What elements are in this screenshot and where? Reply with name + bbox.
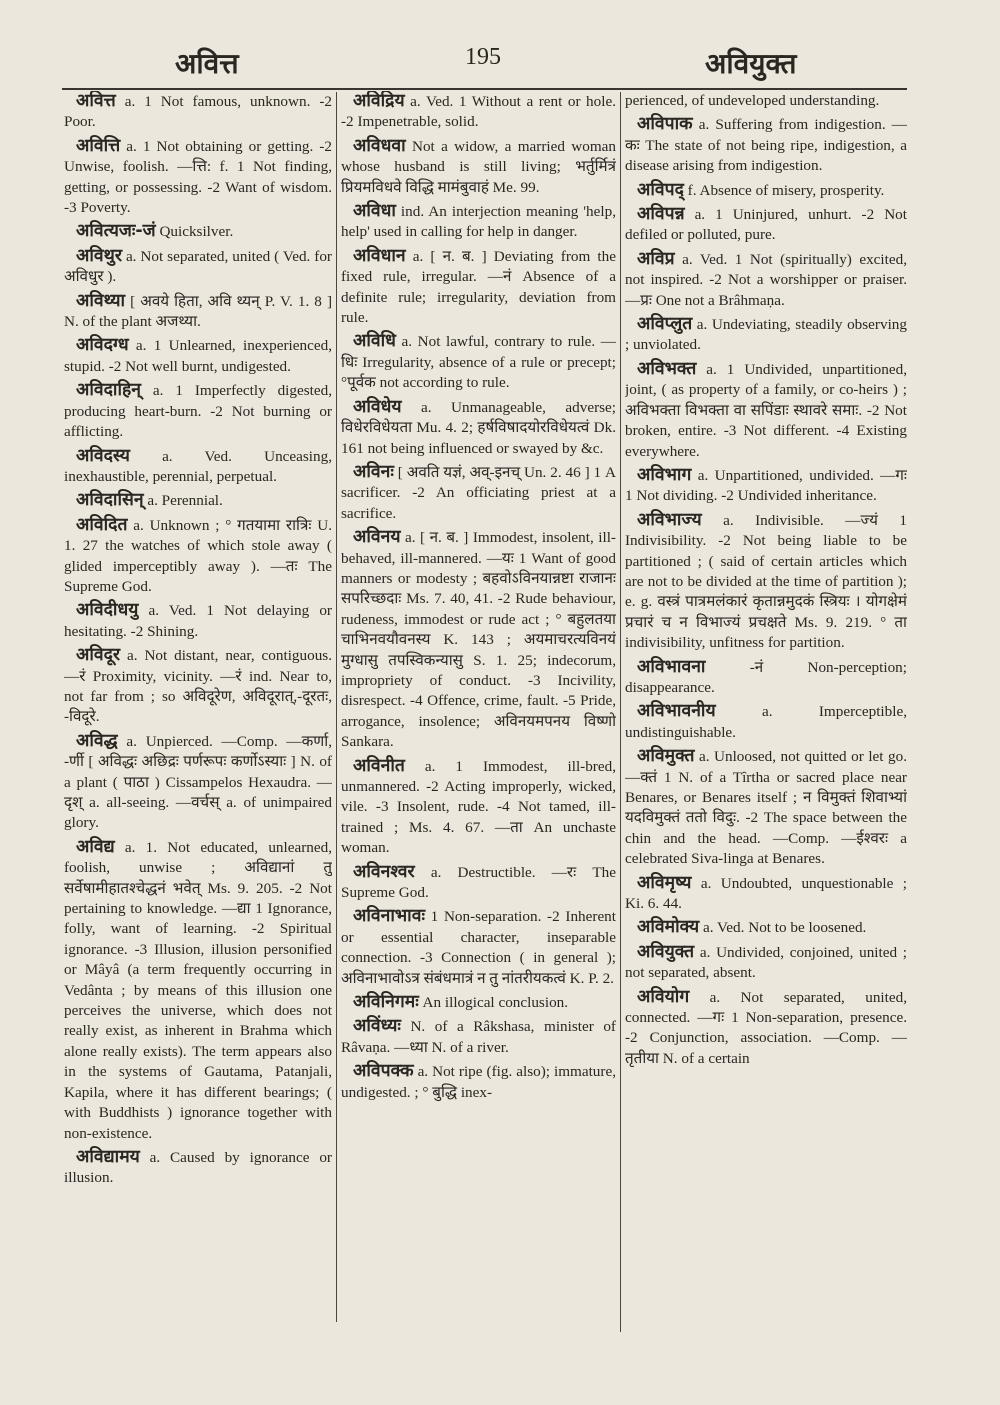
- entry-headword: अविद्ध: [76, 730, 118, 751]
- entry-headword: अविदित: [76, 514, 128, 535]
- dictionary-entry: [341, 331, 616, 393]
- entry-headword: अविपाक: [637, 114, 693, 135]
- entry-definition: 1 Non-separation. -2 Inherent or essential character, inseparable connection. -3 Connection ( in general ); अविनाभावोऽत्र संबंधमात्रं न तु नांतरीयकत्वं K. P. 2.: [341, 908, 616, 987]
- entry-definition: a. Destructible. —रः The Supreme God.: [341, 863, 616, 902]
- dictionary-entry: [341, 246, 616, 329]
- dictionary-entry: [625, 987, 907, 1070]
- entry-definition: An illogical conclusion.: [418, 994, 569, 1012]
- dictionary-entry: [625, 657, 907, 699]
- dictionary-entry: [64, 446, 332, 488]
- dictionary-entry: [64, 291, 332, 333]
- dictionary-entry: [625, 942, 907, 984]
- dictionary-entry: [64, 490, 332, 511]
- dictionary-entry: [625, 510, 907, 654]
- entry-headword: अविदूर: [76, 645, 121, 666]
- entry-definition: a. 1 Undivided, unpartitioned, joint, ( as property of a family, or co-heirs ) ; अविभक्ता विभक्ता वा सपिंडाः स्थावरे समाः. -2 Not broken, entire. -3 Not different. -4 Existing everywhere.: [625, 360, 907, 460]
- entry-headword: अविभाज्य: [637, 509, 702, 530]
- dictionary-entry: [625, 249, 907, 311]
- entry-headword: अविनय: [353, 527, 401, 548]
- entry-definition: f. Absence of misery, prosperity.: [683, 181, 885, 199]
- entry-definition: a. Unpierced. —Comp. —कर्णा, -र्णी [ अविद्धः अछिद्रः पर्णरूपः कर्णोऽस्याः ] N. of a plant ( पाठा ) Cissampelos Hexaudra. —दृश् a. all-seeing. —वर्चस् a. of unimpaired glory.: [64, 732, 332, 832]
- entry-definition: a. Undivided, conjoined, united ; not separated, absent.: [625, 943, 907, 982]
- entry-headword: अविनश्वर: [353, 861, 415, 882]
- entry-headword: अविदग्ध: [76, 335, 129, 356]
- dictionary-entry: [625, 701, 907, 743]
- dictionary-entry: [625, 180, 907, 201]
- entry-definition: a. Unmanageable, adverse; विधेरविधेयता Mu. 4. 2; हर्षविषादयोरविधेयत्वं Dk. 161 not being influenced or swayed by &c.: [341, 398, 616, 457]
- entry-definition: a. [ न. ब. ] Deviating from the fixed rule, irregular. —नं Absence of a definite rule; irregularity, deviation from rule.: [341, 247, 616, 327]
- entry-headword: अविपक्क: [353, 1061, 414, 1082]
- entry-headword: अविमोक्य: [637, 917, 700, 938]
- dictionary-entry: [341, 91, 616, 133]
- dictionary-entry: [341, 1061, 616, 1103]
- entry-headword: अविनाभावः: [353, 906, 425, 927]
- dictionary-entry: [64, 136, 332, 219]
- dictionary-entry: [341, 397, 616, 459]
- entry-headword: अविदासिन्: [76, 490, 144, 511]
- entry-headword: अविमुक्त: [637, 746, 695, 767]
- entry-definition: a. 1 Not obtaining or getting. -2 Unwise, foolish. —त्ति: f. 1 Not finding, getting, or possessing. -2 Want of wisdom. -3 Poverty.: [64, 137, 332, 217]
- entry-definition: a. Not separated, united ( Ved. for अविधुर ).: [64, 247, 332, 286]
- dictionary-entry: [64, 91, 332, 133]
- entry-headword: अविपद्: [637, 179, 684, 200]
- entry-headword: अविधवा: [353, 135, 406, 156]
- dictionary-entry: [625, 91, 907, 111]
- entry-headword: अविप्लुत: [637, 314, 693, 335]
- entry-definition: a. 1 Immodest, ill-bred, unmannered. -2 Acting improperly, wicked, vile. -3 Insolent, rude. -4 Not tamed, ill-trained ; Ms. 4. 67. —ता An unchaste woman.: [341, 757, 616, 857]
- entry-definition: a. 1 Uninjured, unhurt. -2 Not defiled or polluted, pure.: [625, 206, 907, 244]
- entry-headword: अविनः: [353, 461, 394, 482]
- entry-headword: अविदीधयु: [76, 600, 139, 621]
- dictionary-entry: [64, 335, 332, 377]
- column-3: [625, 91, 907, 1341]
- entry-definition: a. Undeviating, steadily observing ; unviolated.: [625, 316, 907, 354]
- entry-headword: अविपन्न: [637, 204, 685, 225]
- dictionary-entry: [64, 380, 332, 442]
- entry-headword: अविद्यामय: [76, 1146, 140, 1167]
- entry-definition: -नं Non-perception; disappearance.: [625, 658, 907, 696]
- dictionary-entry: [64, 515, 332, 598]
- entry-definition: ind. An interjection meaning 'help, help' used in calling for help in danger.: [341, 203, 616, 241]
- dictionary-entry: [625, 873, 907, 915]
- entry-definition: a. 1 Imperfectly digested, producing heart-burn. -2 Not burning or afflicting.: [64, 382, 332, 441]
- entry-headword: अवियोग: [637, 986, 690, 1007]
- entry-headword: अविधि: [353, 331, 396, 352]
- entry-headword: अविथ्या: [76, 290, 126, 311]
- dictionary-entry: [341, 756, 616, 859]
- entry-definition: a. Ved. Not to be loosened.: [699, 919, 867, 937]
- entry-definition: a. [ न. ब. ] Immodest, insolent, ill-behaved, ill-mannered. —यः 1 Want of good manners or modesty ; बहवोऽविनयान्नष्टा राजानः सपरिच्छदाः Ms. 7. 40, 41. -2 Rude behaviour, rudeness, immodest or rude act ; ° बहुलतया चाभिनवयौवनस्य K. 143 ; अयमाचरत्यविनयं मुग्धासु तपस्विकन्यासु S. 1. 25; indecorum, impropriety of conduct. -3 Incivility, disrespect. -4 Offence, crime, fault. -5 Pride, arrogance, insolence; अविनयमपनय विष्णो Sankara.: [341, 529, 616, 751]
- entry-definition: [ अवति यज्ञं, अव्-इनच् Un. 2. 46 ] 1 A sacrificer. -2 An officiating priest at a sacrifice.: [341, 463, 616, 522]
- dictionary-entry: [341, 201, 616, 243]
- entry-definition: a. Unpartitioned, undivided. —गः 1 Not dividing. -2 Undivided inheritance.: [625, 466, 907, 505]
- entry-definition: Quicksilver.: [155, 223, 234, 241]
- entry-definition: a. Not separated, united, connected. —गः 1 Non-separation, presence. -2 Conjunction, association. —Comp. —तृतीया N. of a certain: [625, 988, 907, 1067]
- dictionary-entry: [625, 359, 907, 462]
- entry-headword: अविमृष्य: [637, 872, 692, 893]
- entry-definition: a. 1 Not famous, unknown. -2 Poor.: [64, 93, 332, 131]
- entry-definition: a. Ved. 1 Without a rent or hole. -2 Impenetrable, solid.: [341, 93, 616, 131]
- entry-definition: a. Indivisible. —ज्यं 1 Indivisibility. -2 Not being liable to be partitioned ; ( said of certain articles which are not to be divided at the time of partition ); e. g. वस्त्रं पात्रमलंकारं कृतान्नमुदकं स्त्रियः । योगक्षेमं प्रचारं च न विभाज्यं प्रचक्षते Ms. 9. 219. ° ता indivisibility, unfitness for partition.: [625, 511, 907, 652]
- dictionary-entry: [64, 600, 332, 642]
- dictionary-entry: [64, 1147, 332, 1189]
- entry-headword: अविदस्य: [76, 445, 130, 466]
- entry-headword: अविधान: [353, 245, 406, 266]
- entry-definition: perienced, of undeveloped understanding.: [625, 92, 880, 109]
- entry-definition: a. Unknown ; ° गतयामा रात्रिः U. 1. 27 the watches of which stole away ( glided imperceptibly away ). —तः The Supreme God.: [64, 516, 332, 595]
- entry-headword: अविभाग: [637, 464, 692, 485]
- dictionary-entry: [341, 992, 616, 1013]
- entry-definition: a. Ved. 1 Not (spiritually) excited, not inspired. -2 Not a worshipper or praiser. —प्रः One not a Brâhmaṇa.: [625, 250, 907, 309]
- entry-definition: Not a widow, a married woman whose husband is still living; भर्तुर्मित्रं प्रियमविधवे विद्धि मामंबुवाहं Me. 99.: [341, 137, 616, 196]
- entry-definition: N. of a Râkshasa, minister of Râvaṇa. —ध्या N. of a river.: [341, 1018, 616, 1056]
- entry-definition: a. Ved. Unceasing, inexhaustible, perennial, perpetual.: [64, 447, 332, 485]
- dictionary-entry: [341, 527, 616, 752]
- dictionary-entry: [341, 136, 616, 198]
- dictionary-entry: [625, 114, 907, 176]
- entry-headword: अविभावना: [637, 656, 706, 677]
- dictionary-entry: [341, 1016, 616, 1058]
- dictionary-entry: [625, 204, 907, 246]
- entry-headword: अविनीत: [353, 755, 405, 776]
- entry-headword: अविधा: [353, 201, 396, 222]
- dictionary-entry: [341, 462, 616, 524]
- entry-headword: अविदाहिन्: [76, 380, 141, 401]
- dictionary-entry: [625, 917, 907, 938]
- entry-headword: अविप्र: [637, 248, 675, 269]
- dictionary-entry: [341, 862, 616, 904]
- entry-headword: अवित्यजः-जं: [76, 221, 156, 242]
- entry-definition: a. Not distant, near, contiguous. —रं Proximity, vicinity. —रं ind. Near to, not far from ; so अविदूरेण, अविदूरात्,-दूरतः, -विदूरे.: [64, 647, 332, 726]
- entry-definition: a. Imperceptible, undistinguishable.: [625, 703, 907, 741]
- entry-definition: a. Not ripe (fig. also); immature, undigested. ; ° बुद्धि inex-: [341, 1063, 616, 1101]
- entry-headword: अविद्रिय: [353, 91, 405, 111]
- entry-headword: अविद्य: [76, 836, 115, 857]
- entry-headword: अविनिगमः: [353, 992, 419, 1013]
- entry-definition: a. Unloosed, not quitted or let go. —क्तं 1 N. of a Tîrtha or sacred place near Benares, or Benares itself ; न विमुक्तं शिवाभ्यां यदविमुक्तं ततो विदुः. -2 The space between the chin and the head. —Comp. —ईश्वरः a celebrated Siva-linga at Benares.: [625, 748, 907, 868]
- column-divider: [620, 92, 621, 1332]
- entry-definition: a. Caused by ignorance or illusion.: [64, 1148, 332, 1187]
- entry-definition: a. Not lawful, contrary to rule. —धिः Irregularity, absence of a rule or precept; °पूर्वक not according to rule.: [341, 333, 616, 392]
- entry-headword: अविभक्त: [637, 358, 697, 379]
- entry-definition: a. Perennial.: [143, 492, 223, 510]
- entry-headword: अविथुर: [76, 245, 122, 266]
- entry-definition: a. 1. Not educated, unlearned, foolish, unwise ; अविद्यानां तु सर्वेषामीहातश्चेद्धनं भवेत् Ms. 9. 205. -2 Not pertaining to knowledge. —द्या 1 Ignorance, folly, want of learning. -2 Spiritual ignorance. -3 Illusion, illusion personified or Mâyâ (a term frequently occurring in Vedânta ; by means of this illusion one perceives the universe, which does not really exist, as inherent in Brahma which alone really exists). The term appears also in the systems of Gautama, Patanjali, Kapila, where it has different bearings; ( with Buddhists ) ignorance together with non-existence.: [64, 838, 332, 1142]
- entry-definition: a. Ved. 1 Not delaying or hesitating. -2 Shining.: [64, 602, 332, 640]
- entry-headword: अविभावनीय: [637, 701, 716, 722]
- entry-definition: a. Undoubted, unquestionable ; Ki. 6. 44.: [625, 874, 907, 913]
- dictionary-entry: [625, 314, 907, 356]
- entry-headword: अवित्ति: [76, 135, 121, 156]
- entry-definition: [ अवये हिता, अवि थ्यन् P. V. 1. 8 ] N. of the plant अजथ्या.: [64, 292, 332, 331]
- entry-definition: a. Suffering from indigestion. —कः The state of not being ripe, indigestion, a disease arising from indigestion.: [625, 116, 907, 175]
- header-rule: [62, 88, 907, 90]
- running-head-left: अवित्त: [175, 47, 239, 80]
- entry-definition: a. 1 Unlearned, inexperienced, stupid. -2 Not well burnt, undigested.: [64, 337, 332, 375]
- page-number: 195: [465, 44, 501, 70]
- dictionary-entry: [625, 746, 907, 869]
- entry-headword: अवियुक्त: [637, 941, 695, 962]
- column-1: [64, 91, 332, 1341]
- dictionary-entry: [341, 906, 616, 989]
- running-head-right: अवियुक्त: [705, 47, 797, 80]
- entry-headword: अविंध्यः: [353, 1016, 401, 1037]
- dictionary-entry: [64, 221, 332, 242]
- dictionary-entry: [64, 837, 332, 1144]
- dictionary-entry: [64, 246, 332, 288]
- dictionary-entry: [625, 465, 907, 507]
- dictionary-entry: [64, 731, 332, 834]
- column-divider: [336, 92, 337, 1322]
- dictionary-entry: [64, 645, 332, 728]
- entry-headword: अविधेय: [353, 396, 402, 417]
- column-2: [341, 91, 616, 1341]
- entry-headword: अवित्त: [76, 91, 116, 111]
